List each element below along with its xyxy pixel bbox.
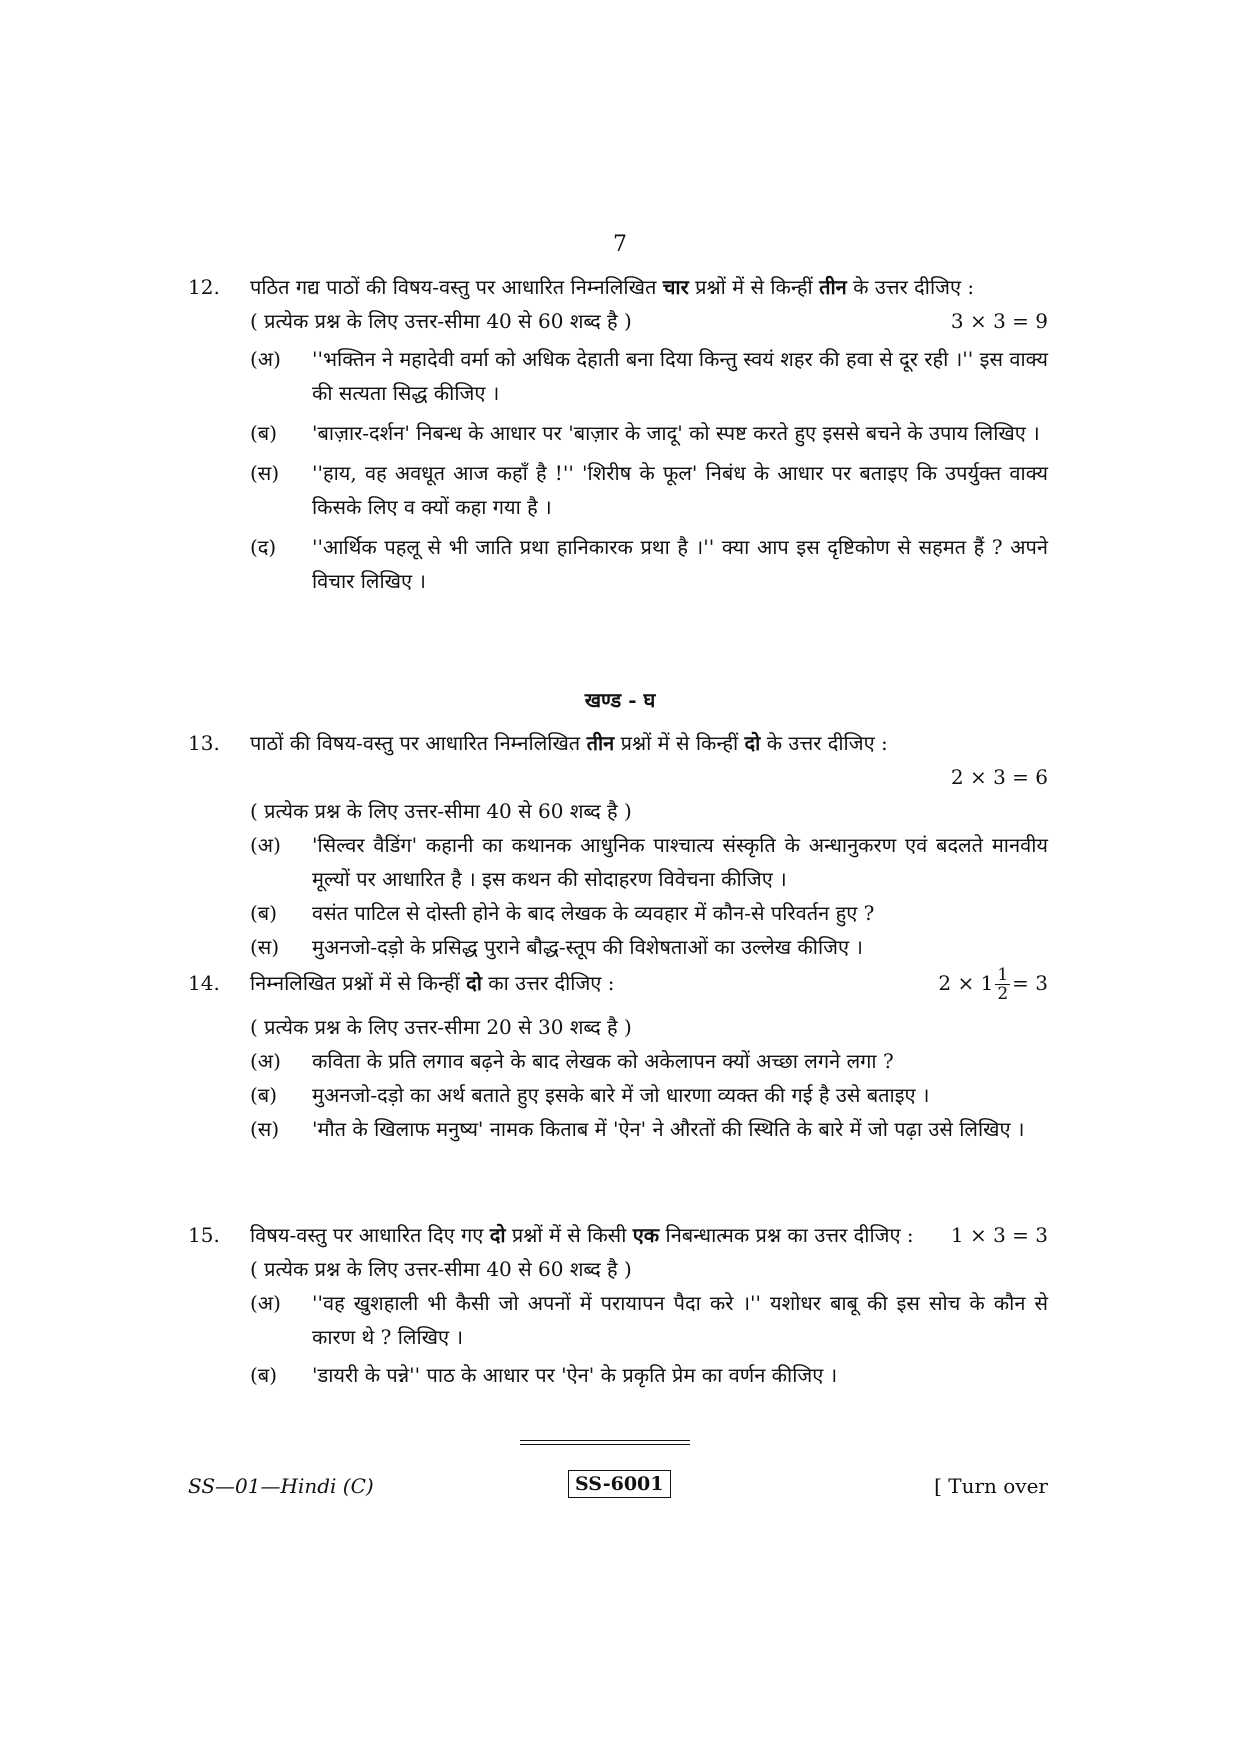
question-15	[188, 1218, 1048, 1392]
option: (ब) 'बाज़ार-दर्शन' निबन्ध के आधार पर 'बाज़ार के जादू' को स्पष्ट करते हुए इससे बचने के उपाय लिखिए ।	[250, 421, 1040, 445]
option: (अ) कविता के प्रति लगाव बढ़ने के बाद लेखक को अकेलापन क्यों अच्छा लगने लगा ?	[250, 1049, 894, 1073]
question-number: 14.	[188, 971, 220, 995]
instruction: ( प्रत्येक प्रश्न के लिए उत्तर-सीमा 40 से 60 शब्द है )	[250, 799, 632, 823]
marks: 1 × 3 = 3	[950, 1223, 1048, 1247]
question-number: 15.	[188, 1223, 220, 1247]
end-rule	[520, 1444, 690, 1445]
question-number: 13.	[188, 731, 220, 755]
question-text: निम्नलिखित प्रश्नों में से किन्हीं दो का उत्तर दीजिए : 2 × 1 $\frac{1}{2}$ = 3	[250, 965, 1048, 1004]
option: (ब) मुअनजो-दड़ो का अर्थ बताते हुए इसके बारे में जो धारणा व्यक्त की गई है उसे बताइए ।	[250, 1083, 930, 1107]
page-number: 7	[613, 232, 627, 257]
footer-turn-over: [ Turn over	[934, 1474, 1048, 1498]
option: (ब) वसंत पाटिल से दोस्ती होने के बाद लेखक के व्यवहार में कौन-से परिवर्तन हुए ?	[250, 901, 875, 925]
option: (स) मुअनजो-दड़ो के प्रसिद्ध पुराने बौद्ध-स्तूप की विशेषताओं का उल्लेख कीजिए ।	[250, 935, 863, 959]
option: (स) 'मौत के खिलाफ मनुष्य' नामक किताब में 'ऐन' ने औरतों की स्थिति के बारे में जो पढ़ा उसे लिखिए ।	[250, 1117, 1025, 1141]
question-13	[188, 726, 1048, 964]
marks: 2 × 3 = 6	[950, 765, 1048, 789]
option: (अ) ''वह खुशहाली भी कैसी जो अपनों में परायापन पैदा करे ।'' यशोधर बाबू की इस सोच के कौन से कारण थे ? लिखिए ।	[250, 1291, 1048, 1349]
option: (अ) 'सिल्वर वैडिंग' कहानी का कथानक आधुनिक पाश्चात्य संस्कृति के अन्धानुकरण एवं बदलते मानवीय मूल्यों पर आधारित है । इस कथन की सोदाहरण विवेचना कीजिए ।	[250, 833, 1048, 891]
marks: 2 × 1 $\frac{1}{2}$ = 3	[938, 965, 1048, 1004]
option: (द) ''आर्थिक पहलू से भी जाति प्रथा हानिकारक प्रथा है ।'' क्या आप इस दृष्टिकोण से सहमत हैं ? अपने विचार लिखिए ।	[250, 535, 1048, 593]
question-12	[188, 270, 1048, 598]
end-rule	[520, 1440, 690, 1441]
instruction: ( प्रत्येक प्रश्न के लिए उत्तर-सीमा 20 से 30 शब्द है )	[250, 1015, 632, 1039]
option: (अ) ''भक्तिन ने महादेवी वर्मा को अधिक देहाती बना दिया किन्तु स्वयं शहर की हवा से दूर रही ।'' इस वाक्य की सत्यता सिद्ध कीजिए ।	[250, 347, 1048, 405]
question-number: 12.	[188, 275, 220, 299]
fraction-half: $\frac{1}{2}$	[997, 965, 1009, 1004]
instruction: ( प्रत्येक प्रश्न के लिए उत्तर-सीमा 40 से 60 शब्द है )	[250, 1257, 632, 1281]
marks: 3 × 3 = 9	[950, 309, 1048, 333]
footer-series-code: SS-6001	[568, 1470, 671, 1498]
question-text: पाठों की विषय-वस्तु पर आधारित निम्नलिखित तीन प्रश्नों में से किन्हीं दो के उत्तर दीजिए :	[250, 731, 888, 755]
question-14	[188, 966, 1048, 1146]
option: (स) ''हाय, वह अवधूत आज कहाँ है !'' 'शिरीष के फूल' निबंध के आधार पर बताइए कि उपर्युक्त वाक्य किसके लिए व क्यों कहा गया है ।	[250, 461, 1048, 519]
question-text: विषय-वस्तु पर आधारित दिए गए दो प्रश्नों में से किसी एक निबन्धात्मक प्रश्न का उत्तर दीजिए : 1 × 3 = 3	[250, 1218, 1048, 1252]
instruction: ( प्रत्येक प्रश्न के लिए उत्तर-सीमा 40 से 60 शब्द है )	[250, 309, 632, 333]
question-text: पठित गद्य पाठों की विषय-वस्तु पर आधारित निम्नलिखित चार प्रश्नों में से किन्हीं तीन के उत्तर दीजिए : 3 × 3 = 9	[250, 270, 1048, 304]
section-title: खण्ड - घ	[584, 688, 656, 712]
footer-paper-code: SS—01—Hindi (C)	[188, 1474, 374, 1498]
option: (ब) 'डायरी के पन्ने'' पाठ के आधार पर 'ऐन' के प्रकृति प्रेम का वर्णन कीजिए ।	[250, 1363, 838, 1387]
